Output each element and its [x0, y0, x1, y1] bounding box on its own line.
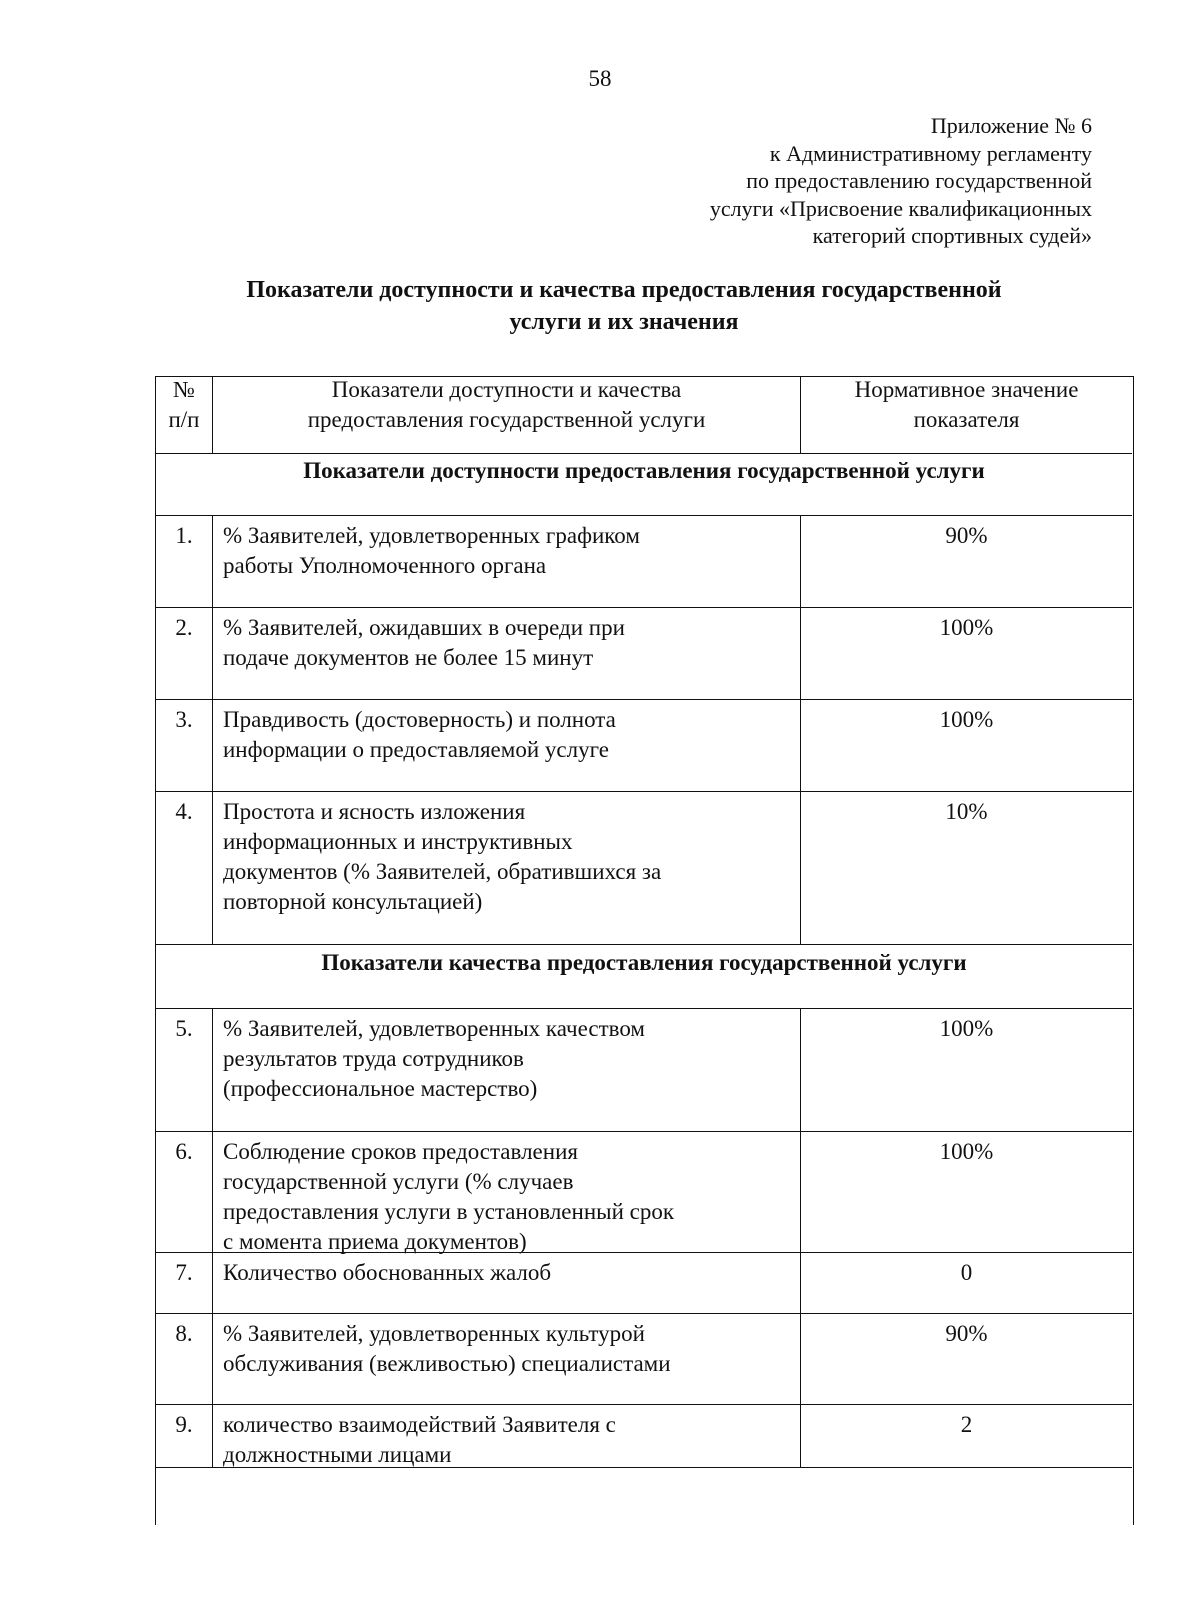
row-number: 2. [156, 608, 213, 699]
row-value: 0 [960, 1260, 973, 1285]
row-indicator [213, 1314, 801, 1404]
header-num-cell [156, 377, 213, 453]
row-indicator-line: обслуживания (вежливостью) специалистами [223, 1351, 671, 1376]
table-row [156, 1405, 1132, 1468]
row-indicator-line: % Заявителей, удовлетворенных качеством [223, 1016, 645, 1041]
row-indicator-line: работы Уполномоченного органа [223, 553, 547, 578]
indicators-table [155, 376, 1134, 1525]
row-indicator-line: подаче документов не более 15 минут [223, 645, 594, 670]
table-row [156, 1009, 1132, 1132]
row-indicator [213, 1405, 801, 1467]
document-title [0, 274, 1200, 338]
row-number: 3. [156, 700, 213, 791]
header-num-line: № [173, 377, 195, 402]
row-indicator [213, 1009, 801, 1131]
row-indicator-line: информации о предоставляемой услуге [223, 737, 609, 762]
header-value-line: показателя [913, 407, 1020, 432]
table-row [156, 516, 1132, 608]
row-number: 4. [156, 792, 213, 944]
row-indicator [213, 608, 801, 699]
row-indicator-line: должностными лицами [223, 1442, 452, 1467]
row-indicator-line: повторной консультацией) [223, 889, 483, 914]
table-row [156, 1314, 1132, 1405]
header-indicator-line: предоставления государственной услуги [307, 407, 706, 432]
row-number: 5. [156, 1009, 213, 1131]
row-indicator-line: государственной услуги (% случаев [223, 1169, 574, 1194]
row-number: 8. [156, 1314, 213, 1404]
row-indicator-line: с момента приема документов) [223, 1229, 527, 1254]
header-value-line: Нормативное значение [854, 377, 1079, 402]
appendix-line: услуги «Присвоение квалификационных [709, 195, 1092, 221]
appendix-line: по предоставлению государственной [746, 168, 1092, 193]
table-row [156, 700, 1132, 792]
row-value: 100% [939, 707, 994, 732]
appendix-line: Приложение № 6 [930, 113, 1092, 138]
row-indicator [213, 792, 801, 944]
section-row-quality [156, 945, 1132, 1009]
table-header-row [156, 377, 1132, 454]
row-value: 90% [945, 1321, 988, 1346]
row-indicator-line: % Заявителей, удовлетворенных культурой [223, 1321, 645, 1346]
table-row [156, 608, 1132, 700]
row-indicator-line: % Заявителей, ожидавших в очереди при [223, 615, 625, 640]
row-value: 10% [945, 799, 988, 824]
row-number: 9. [156, 1405, 213, 1467]
row-indicator-line: предоставления услуги в установленный срок [223, 1199, 675, 1224]
row-indicator-line: Соблюдение сроков предоставления [223, 1139, 578, 1164]
table-row [156, 1132, 1132, 1253]
row-indicator-line: документов (% Заявителей, обратившихся за [223, 859, 662, 884]
row-indicator [213, 1253, 801, 1313]
row-indicator-line: Простота и ясность изложения [223, 799, 526, 824]
table-row [156, 792, 1132, 945]
header-value-cell [801, 377, 1132, 453]
header-num-line: п/п [168, 407, 200, 432]
header-indicator-line: Показатели доступности и качества [331, 377, 682, 402]
page-number: 58 [588, 66, 612, 91]
row-indicator-line: количество взаимодействий Заявителя с [223, 1412, 616, 1437]
section-heading: Показатели качества предоставления государственной услуги [321, 950, 967, 975]
appendix-note [710, 112, 1092, 250]
row-indicator-line: Количество обоснованных жалоб [223, 1260, 552, 1285]
title-line: Показатели доступности и качества предоставления государственной [246, 277, 1002, 303]
row-indicator-line: результатов труда сотрудников [223, 1046, 524, 1071]
header-indicator-cell [213, 377, 801, 453]
row-indicator-line: информационных и инструктивных [223, 829, 573, 854]
row-value: 100% [939, 1016, 994, 1041]
row-indicator [213, 700, 801, 791]
section-row-accessibility [156, 454, 1132, 516]
row-value: 100% [939, 1139, 994, 1164]
table-row [156, 1253, 1132, 1314]
row-number: 6. [156, 1132, 213, 1252]
appendix-line: к Административному регламенту [769, 140, 1092, 166]
row-indicator [213, 1132, 801, 1252]
row-value: 100% [939, 615, 994, 640]
row-indicator-line: (профессиональное мастерство) [223, 1076, 538, 1101]
appendix-line: категорий спортивных судей» [812, 223, 1092, 248]
row-value: 90% [945, 523, 988, 548]
row-indicator-line: % Заявителей, удовлетворенных графиком [223, 523, 640, 548]
row-number: 1. [156, 516, 213, 607]
row-indicator [213, 516, 801, 607]
title-line: услуги и их значения [509, 309, 739, 335]
row-number: 7. [156, 1253, 213, 1313]
row-indicator-line: Правдивость (достоверность) и полнота [223, 707, 616, 732]
row-value: 2 [960, 1412, 973, 1437]
section-heading: Показатели доступности предоставления государственной услуги [303, 458, 985, 483]
